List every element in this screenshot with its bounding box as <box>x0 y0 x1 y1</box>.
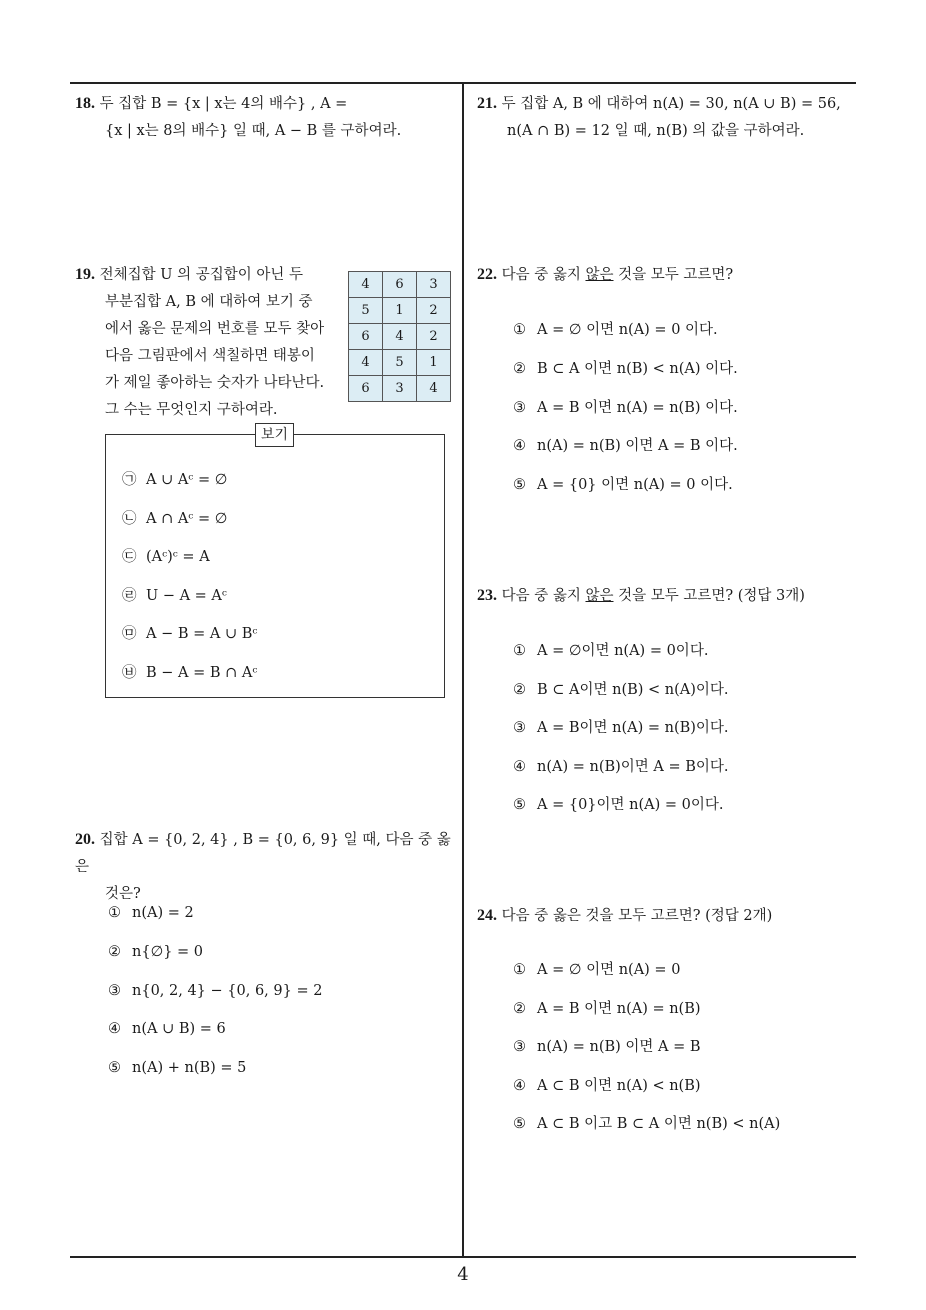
option-marker: ④ <box>108 1021 121 1037</box>
option-text: n{∅} = 0 <box>132 944 204 960</box>
question-number: 19. <box>75 266 95 283</box>
option-marker: ③ <box>108 983 121 999</box>
question-number: 24. <box>477 907 497 924</box>
grid-cell: 2 <box>417 324 451 350</box>
question-number: 23. <box>477 587 497 604</box>
item-text: B − A = B ∩ Aᶜ <box>146 665 258 681</box>
option-marker: ③ <box>513 400 526 416</box>
example-item <box>122 468 227 489</box>
answer-option[interactable] <box>513 678 729 699</box>
option-text: A = ∅ 이면 n(A) = 0 이다. <box>537 322 718 338</box>
grid-cell: 1 <box>383 298 417 324</box>
option-text: A = ∅ 이면 n(A) = 0 <box>537 962 681 978</box>
option-marker: ② <box>513 682 526 698</box>
question-number: 20. <box>75 831 95 848</box>
question-number: 22. <box>477 266 497 283</box>
option-text: A ⊂ B 이면 n(A) < n(B) <box>537 1078 701 1094</box>
grid-cell: 4 <box>349 350 383 376</box>
item-marker: ㉥ <box>122 665 137 681</box>
option-marker: ① <box>108 905 121 921</box>
grid-cell: 3 <box>383 376 417 402</box>
option-text: A = {0}이면 n(A) = 0이다. <box>537 797 724 813</box>
answer-option[interactable] <box>108 905 194 921</box>
item-text: A ∪ Aᶜ = ∅ <box>146 472 228 488</box>
question-text-line: 에서 옳은 문제의 번호를 모두 찾아 <box>105 321 325 337</box>
grid-cell: 6 <box>383 272 417 298</box>
item-text: A − B = A ∪ Bᶜ <box>146 626 258 642</box>
example-box-label: 보기 <box>255 423 294 447</box>
grid-cell: 2 <box>417 298 451 324</box>
grid-cell: 6 <box>349 376 383 402</box>
question-text-underlined: 않은 <box>585 267 614 283</box>
answer-option[interactable] <box>513 793 723 814</box>
question-21 <box>477 90 862 145</box>
grid-cell: 1 <box>417 350 451 376</box>
item-text: (Aᶜ)ᶜ = A <box>146 549 210 565</box>
question-text-line: 전체집합 U 의 공집합이 아닌 두 <box>99 267 303 283</box>
bottom-rule <box>70 1256 856 1258</box>
option-text: A ⊂ B 이고 B ⊂ A 이면 n(B) < n(A) <box>537 1116 781 1132</box>
question-text-post: 것을 모두 고르면? <box>613 267 734 283</box>
option-marker: ① <box>513 643 526 659</box>
grid-cell: 4 <box>417 376 451 402</box>
option-marker: ⑤ <box>513 797 526 813</box>
question-text-pre: 다음 중 옳지 <box>501 267 586 283</box>
answer-option[interactable] <box>513 716 729 737</box>
option-marker: ② <box>108 944 121 960</box>
question-22 <box>477 261 862 289</box>
option-text: n(A) = n(B) 이면 A = B 이다. <box>537 438 738 454</box>
question-20 <box>75 826 460 908</box>
grid-cell: 4 <box>349 272 383 298</box>
item-marker: ㉡ <box>122 511 137 527</box>
question-number: 21. <box>477 95 497 112</box>
question-number: 18. <box>75 95 95 112</box>
answer-option[interactable] <box>513 958 680 979</box>
question-text: 다음 중 옳은 것을 모두 고르면? (정답 2개) <box>501 908 773 924</box>
example-item <box>122 661 257 682</box>
question-24 <box>477 902 862 930</box>
option-text: A = {0} 이면 n(A) = 0 이다. <box>537 477 733 493</box>
question-text-line1: 두 집합 A, B 에 대하여 n(A) = 30, n(A ∪ B) = 56, <box>501 96 841 112</box>
answer-option[interactable] <box>513 1112 780 1133</box>
option-marker: ⑤ <box>513 477 526 493</box>
grid-cell: 5 <box>383 350 417 376</box>
question-text-line1: 두 집합 B = {x | x는 4의 배수} , A = <box>99 96 348 112</box>
answer-option[interactable] <box>108 944 203 960</box>
example-item <box>122 584 227 605</box>
option-marker: ③ <box>513 1039 526 1055</box>
column-divider <box>462 82 464 1258</box>
question-text-line1: 집합 A = {0, 2, 4} , B = {0, 6, 9} 일 때, 다음 중 옳은 <box>75 832 451 875</box>
example-item <box>122 507 227 528</box>
option-text: A = B이면 n(A) = n(B)이다. <box>537 720 729 736</box>
grid-cell: 4 <box>383 324 417 350</box>
question-18 <box>75 90 460 145</box>
option-text: A = B 이면 n(A) = n(B) <box>537 1001 701 1017</box>
option-text: n(A) = n(B) 이면 A = B <box>537 1039 701 1055</box>
option-marker: ① <box>513 962 526 978</box>
option-text: A = B 이면 n(A) = n(B) 이다. <box>537 400 738 416</box>
question-text-line: 부분집합 A, B 에 대하여 보기 중 <box>105 294 313 310</box>
answer-option[interactable] <box>513 318 718 339</box>
item-text: A ∩ Aᶜ = ∅ <box>146 511 228 527</box>
question-text-line: 가 제일 좋아하는 숫자가 나타난다. <box>105 375 325 391</box>
page-number: 4 <box>457 1264 469 1285</box>
option-marker: ④ <box>513 438 526 454</box>
question-text-underlined: 않은 <box>585 588 614 604</box>
item-marker: ㉢ <box>122 549 137 565</box>
option-text: n(A ∪ B) = 6 <box>132 1021 226 1037</box>
question-text-pre: 다음 중 옳지 <box>501 588 586 604</box>
question-19 <box>75 261 345 424</box>
example-item <box>122 545 210 566</box>
answer-option[interactable] <box>513 434 738 455</box>
answer-option[interactable] <box>108 1060 246 1076</box>
option-text: B ⊂ A이면 n(B) < n(A)이다. <box>537 682 729 698</box>
answer-option[interactable] <box>108 1021 226 1037</box>
question-text-post: 것을 모두 고르면? (정답 3개) <box>613 588 805 604</box>
question-23 <box>477 582 862 610</box>
answer-option[interactable] <box>108 983 322 999</box>
grid-cell: 3 <box>417 272 451 298</box>
answer-option[interactable] <box>513 473 733 494</box>
option-text: n(A) + n(B) = 5 <box>132 1060 247 1076</box>
option-text: B ⊂ A 이면 n(B) < n(A) 이다. <box>537 361 738 377</box>
number-grid <box>348 271 451 402</box>
answer-option[interactable] <box>513 755 729 776</box>
grid-cell: 6 <box>349 324 383 350</box>
question-text-line: 그 수는 무엇인지 구하여라. <box>105 402 278 418</box>
answer-option[interactable] <box>513 639 708 660</box>
item-marker: ㉤ <box>122 626 137 642</box>
item-marker: ㉠ <box>122 472 137 488</box>
answer-option[interactable] <box>513 1074 701 1095</box>
example-item <box>122 622 257 643</box>
option-marker: ④ <box>513 759 526 775</box>
option-marker: ② <box>513 361 526 377</box>
option-marker: ③ <box>513 720 526 736</box>
option-text: n(A) = 2 <box>132 905 194 921</box>
option-text: n(A) = n(B)이면 A = B이다. <box>537 759 729 775</box>
answer-option[interactable] <box>513 396 738 417</box>
grid-cell: 5 <box>349 298 383 324</box>
answer-option[interactable] <box>513 357 738 378</box>
option-text: A = ∅이면 n(A) = 0이다. <box>537 643 709 659</box>
option-text: n{0, 2, 4} − {0, 6, 9} = 2 <box>132 983 323 999</box>
question-text-line2: 것은? <box>105 886 141 902</box>
question-text-line2: n(A ∩ B) = 12 일 때, n(B) 의 값을 구하여라. <box>507 123 805 139</box>
option-marker: ⑤ <box>108 1060 121 1076</box>
option-marker: ② <box>513 1001 526 1017</box>
option-marker: ① <box>513 322 526 338</box>
option-marker: ⑤ <box>513 1116 526 1132</box>
question-text-line2: {x | x는 8의 배수} 일 때, A − B 를 구하여라. <box>105 123 402 139</box>
answer-option[interactable] <box>513 1035 701 1056</box>
item-marker: ㉣ <box>122 588 137 604</box>
option-marker: ④ <box>513 1078 526 1094</box>
question-text-line: 다음 그림판에서 색칠하면 태봉이 <box>105 348 315 364</box>
answer-option[interactable] <box>513 997 701 1018</box>
item-text: U − A = Aᶜ <box>146 588 227 604</box>
